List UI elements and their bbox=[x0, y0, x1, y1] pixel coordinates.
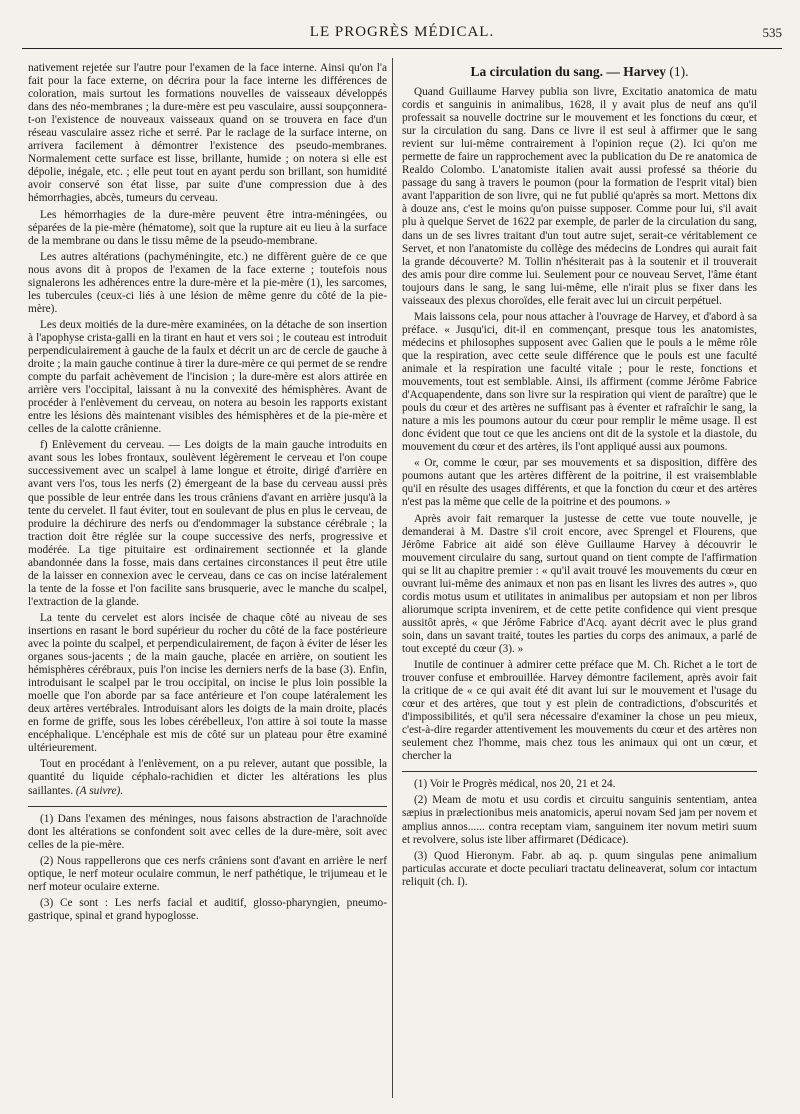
header-rule bbox=[22, 48, 782, 49]
body-paragraph: nativement rejetée sur l'autre pour l'examen de la face interne. Ainsi qu'on l'a fait pour la face externe, on décrira pour la face interne les différences de coloration, mais surtout les formations nouvelles de vaisseaux développés dans des néo-membranes ; la dure-mère est peu vasculaire, aussi soupçonnera-t-on l'existence de nouveaux vaisseaux quand on se trouvera en face d'un réseau vasculaire assez riche et serré. Par le raclage de la surface interne, on arrivera facilement à démontrer l'existence des pseudo-membranes. Normalement cette surface est lisse, brillante, humide ; on notera si elle est dépolie, inégale, etc. ; elle peut tout en ayant perdu son brillant, son humidité avoir conservé son état lisse, par suite d'une compression due à des hémorrhagies, abcès, tumeurs du cerveau. bbox=[28, 62, 387, 205]
body-paragraph bbox=[28, 758, 387, 797]
body-paragraph: Les deux moitiés de la dure-mère examinées, on la détache de son insertion à l'apophyse crista-galli en la tirant en haut et vers soi ; le couteau est introduit perpendiculairement à gauche de la faulx et décrit un arc de cercle de gauche à droite ; la main gauche continue à tirer la dure-mère ce qui permet de se rendre compte du parfait achèvement de l'incision ; la dure-mère est alors attirée en arrière vers l'occipital, laissant à nu la convexité des hémisphères. Avant de procéder à l'enlèvement du cerveau, on notera au besoin les rapports existant entre les lésions dès maintenant visibles des hémisphères et de la pie-mère et celles de la calotte crânienne. bbox=[28, 318, 387, 436]
body-paragraph: Les autres altérations (pachyméningite, etc.) ne diffèrent guère de ce que nous avons dit à propos de l'examen de la face externe ; toutefois nous signalerons les adhérences entre la dure-mère et la pie-mère (1), les sarcomes, les tubercules (ceux-ci liés à une lésion de même genre du côté de la pie-mère). bbox=[28, 250, 387, 315]
footnote-rule bbox=[402, 771, 757, 772]
body-paragraph: « Or, comme le cœur, par ses mouvements et sa disposition, diffère des poumons autant que les artères diffèrent de la poitrine, il est vraisemblable qu'il en résulte des usages différents, et que la fonction du cœur et des artères n'est pas la même que celle de la poitrine et des poumons. » bbox=[402, 457, 757, 509]
body-paragraph: Quand Guillaume Harvey publia son livre, Excitatio anatomica de matu cordis et sanguinis in animalibus, 1628, il y avait plus de neuf ans qu'il professait sa nouvelle doctrine sur le mouvement et les fonctions du cœur, et sur la circulation du sang. Dans ce livre il est seul à affirmer que le sang revient sur lui-même contrairement à l'opinion reçue (2). Ici qu'on me permette de faire un rapprochement avec la publication du De re anatomica de Realdo Colombo. L'anatomiste italien avait aussi professé sa théorie du passage du sang à travers le poumon (pour la formation de l'esprit vital) bien avant l'apparition de son livre, qui ne fut publié qu'après sa mort. Mettons dix à douze ans, c'est le moins qu'on puisse supposer. Comme pour lui, s'il avait plu à quelque Servet de 1622 par exemple, de parler de la circulation du sang, dans un de ses livres traitant d'un tout autre sujet, serait-ce véritablement ce Servet, et non l'anatomiste du collège des médecins de Londres qui aurait fait la grande découverte? M. Tollin n'hésiterait pas à la soutenir et il trouverait des amis pour dire comme lui. Seulement pour ce nouveau Servet, l'âme étant toujours dans le sang, le sang lui-même, elle n'irait plus se fixer dans les vaisseaux des plexus choroïdes, elle ferait avec lui un circuit perpétuel. bbox=[402, 86, 757, 307]
footnote-rule bbox=[28, 806, 387, 807]
title-footnote-ref: (1). bbox=[669, 64, 689, 79]
body-paragraph: Inutile de continuer à admirer cette préface que M. Ch. Richet a le tort de trouver confuse et embrouillée. Harvey démontre facilement, après avoir fait la critique de « ce qui avait été dit avant lui sur le mouvement et l'usage du cœur et des artères, que tout y est plein de contradictions, d'obscurités et d'impossibilités, et qu'il sera nécessaire d'examiner la chose un peu mieux, c'est-à-dire regarder attentivement les mouvements du cœur et des artères non seulement chez l'homme, mais chez tous les animaux qui ont un cœur, et chercher la bbox=[402, 659, 757, 763]
footnote: (1) Dans l'examen des méninges, nous faisons abstraction de l'arachnoïde dont les altérations se confondent soit avec celles de la dure-mère, soit avec celles de la pie-mère. bbox=[28, 812, 387, 851]
running-header bbox=[22, 22, 782, 46]
footnote: (3) Quod Hieronym. Fabr. ab aq. p. quum singulas pene animalium particulas accurate et docte peculiari tractatu delineaverat, solum cor intactum reliquit (ch. I). bbox=[402, 849, 757, 888]
footnote: (2) Nous rappellerons que ces nerfs crâniens sont d'avant en arrière le nerf optique, le nerf moteur oculaire commun, le nerf pathétique, le trijumeau et le nerf moteur oculaire externe. bbox=[28, 854, 387, 893]
page-number: 535 bbox=[762, 25, 782, 40]
article-title bbox=[402, 64, 757, 80]
column-divider bbox=[392, 58, 393, 1098]
footnote: (2) Meam de motu et usu cordis et circuitu sanguinis sententiam, antea sæpius in prælectionibus meis anatomicis, aperui novam Sed jam per novem et amplius annos...... contra receptam viam, sanguinem iter novum metiri suum et revolvere, solus iste liber affirmaret (Dédicace). bbox=[402, 794, 757, 846]
footnote: (1) Voir le Progrès médical, nos 20, 21 et 24. bbox=[414, 778, 616, 791]
body-paragraph: f) Enlèvement du cerveau. — Les doigts de la main gauche introduits en avant sous les lobes frontaux, soulèvent légèrement le cerveau et l'on coupe successivement avec un scalpel à lame longue et étroite, dirigé d'arrière en avant vers l'os, tous les nerfs (2) émergeant de la base du cerveau aussi près que possible de leur entrée dans les trous crâniens d'avant en arrière jusqu'à la tente du cervelet. Il faut éviter, tout en soulevant de plus en plus le cerveau, de produire la déchirure des nerfs ou d'endommager la substance cérébrale ; la traction doit être réglée sur la coupe successive des nerfs, progressive et modérée. La tige pituitaire est ordinairement sectionnée et la glande abandonnée dans la fosse, mais dans certaines circonstances il peut être utile de la laisser en connexion avec le cerveau, dans ce cas on incise latéralement la tente de la fosse et l'on facilite sans brusquerie, avec le manche du scalpel, l'extraction de la glande. bbox=[28, 439, 387, 608]
right-column bbox=[402, 62, 757, 1102]
body-paragraph: La tente du cervelet est alors incisée de chaque côté au niveau de ses insertions en rasant le bord supérieur du rocher du côté de la face postérieure avec la pointe du scalpel, et perpendiculairement, de façon à éviter de léser les organes sous-jacents ; de la main gauche, placée en arrière, on soutient les hémisphères cérébraux, puis l'on incise les derniers nerfs de la base (3). Enfin, introduisant le scalpel par le trou occipital, on incise le plus loin possible la moelle que l'on aborde par sa face antérieure et l'on coupe latéralement les deux artères vertébrales. Introduisant alors les doigts de la main droite, placés en forme de griffe, sous les lobes cérébelleux, l'on attire à soi toute la masse encéphalique. L'encéphale est mis de côté sur un plateau pour être examiné ultérieurement. bbox=[28, 611, 387, 755]
footnote: (3) Ce sont : Les nerfs facial et auditif, glosso-pharyngien, pneumo-gastrique, spinal et grand hypoglosse. bbox=[28, 896, 387, 922]
paragraph-text: Tout en procédant à l'enlèvement, on a pu relever, autant que possible, la quantité du liquide céphalo-rachidien et dicter les altérations les plus saillantes. bbox=[28, 758, 387, 797]
journal-title: LE PROGRÈS MÉDICAL. bbox=[309, 24, 495, 40]
article-title-text: La circulation du sang. — Harvey bbox=[470, 64, 666, 79]
body-paragraph: Les hémorrhagies de la dure-mère peuvent être intra-méningées, ou séparées de la pie-mère (hématome), soit que la rupture ait eu lieu à la surface de la membrane ou dans le tissu même de la pseudo-membrane. bbox=[28, 208, 387, 247]
body-paragraph: Après avoir fait remarquer la justesse de cette vue toute nouvelle, je demanderai à M. Dastre s'il croit encore, avec Sprengel et Flourens, que Jérôme Fabrice ait aidé son élève Guillaume Harvey à découvrir le mouvement circulaire du sang, surtout quand on tient compte de l'affirmation qui se lit au chapitre premier : « qu'il avait trouvé les mouvements du cœur en ouvrant lui-même des animaux et non pas en lisant les livres des autres », quo cordis motus usum et utilitates in animalibus per autopsiam et non per libros aliorumque scripta invenirem, et de cette petite confidence qui vient presque aussitôt après, « que Jérôme Fabrice d'Acq. ayant décrit avec le plus grand soin, dans un savant traité, toutes les parties du corps des animaux, a parlé de tout excepté du cœur (3). » bbox=[402, 512, 757, 655]
to-be-continued: (A suivre). bbox=[75, 784, 124, 797]
body-paragraph: Mais laissons cela, pour nous attacher à l'ouvrage de Harvey, et d'abord à sa préface. « Jusqu'ici, dit-il en commençant, presque tous les anatomistes, médecins et philosophes supposent avec Galien que le pouls a le même rôle que la respiration, avec cette seule différence que le pouls est une faculté animale et la respiration une faculté vitale ; pour le reste, fonctions et mouvements, tout est semblable. Ainsi, ils affirment (comme Jérôme Fabrice d'Acquapendente, dans son livre sur la respiration qui vient de paraître) que le pouls du cœur et des artères ne suffisant pas à éventer et rafraîchir le sang, la nature a mis les poumons autour du cœur pour remplir le même usage. Il est donc évident que tout ce que les anciens ont dit de la systole et la diastole, du mouvement du cœur et des artères, ils l'ont appliqué aussi aux poumons. bbox=[402, 310, 757, 454]
left-column bbox=[28, 62, 387, 1102]
